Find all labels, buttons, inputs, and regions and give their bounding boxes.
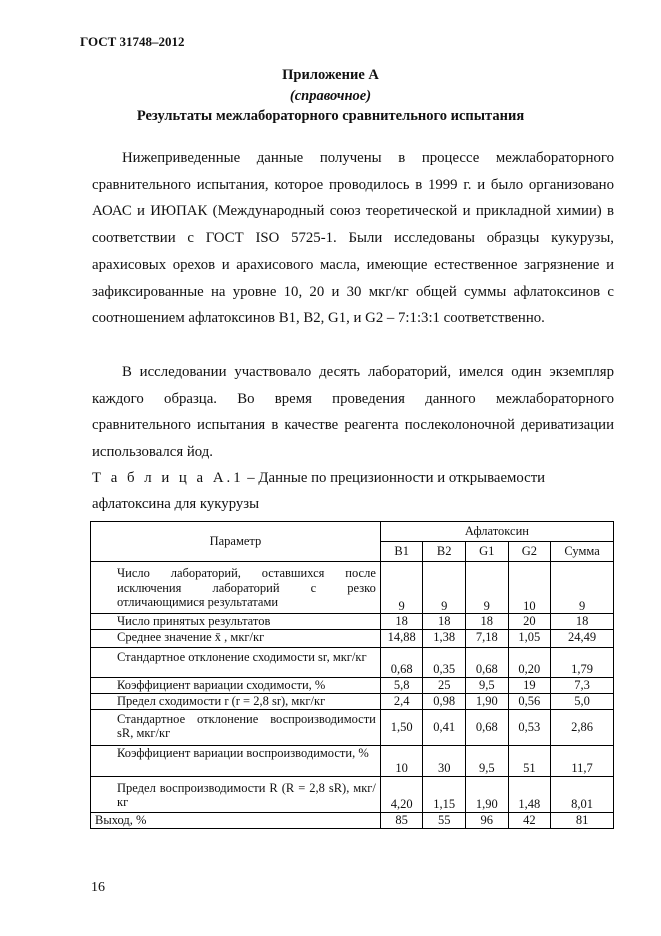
appendix-subtitle: (справочное) — [289, 88, 372, 104]
cell: 1,79 — [551, 647, 614, 677]
row-label: Стандартное отклонение воспроизводимости sR, мкг/кг — [91, 709, 381, 745]
row-label: Выход, % — [91, 812, 381, 828]
appendix-heading: Результаты межлабораторного сравнительного испытания — [136, 108, 525, 124]
cell: 18 — [423, 614, 466, 630]
table-row — [91, 812, 614, 828]
table-row — [91, 693, 614, 709]
cell: 0,68 — [380, 647, 423, 677]
precision-table — [90, 521, 614, 829]
row-label: Коэффициент вариации сходимости, % — [91, 677, 381, 693]
table-row — [91, 614, 614, 630]
row-label: Среднее значение x̄ , мкг/кг — [91, 629, 381, 647]
cell: 14,88 — [380, 629, 423, 647]
table-row — [91, 745, 614, 776]
cell: 42 — [508, 812, 551, 828]
cell: 1,90 — [466, 776, 509, 812]
cell: 30 — [423, 745, 466, 776]
table-group — [91, 562, 614, 648]
table-row — [91, 776, 614, 812]
paragraph-intro: Нижеприведенные данные получены в процессе межлабораторного сравнительного испытания, которое проводилось в 1999 г. и было организовано АОАС и ИЮПАК (Международный союз теоретической и прикладной химии) в соответствии с ГОСТ ISO 5725-1. Были исследованы образцы кукурузы, арахисовых орехов и арахисового масла, имеющие естественное загрязнение и зафиксированные на уровне 10, 20 и 30 мкг/кг общей суммы афлатоксинов с соотношением афлатоксинов B1, B2, G1, и G2 – 7:1:3:1 соответственно. — [92, 150, 614, 327]
table-group — [91, 709, 614, 812]
row-label: Предел сходимости r (r = 2,8 sr), мкг/кг — [91, 693, 381, 709]
cell: 1,05 — [508, 629, 551, 647]
cell: 0,53 — [508, 709, 551, 745]
header-col: G2 — [508, 542, 551, 562]
table-group — [91, 812, 614, 828]
table-row — [91, 629, 614, 647]
cell: 5,8 — [380, 677, 423, 693]
cell: 10 — [380, 745, 423, 776]
page-number: 16 — [91, 880, 105, 895]
cell: 11,7 — [551, 745, 614, 776]
row-label: Стандартное отклонение сходимости sr, мкг/кг — [91, 647, 381, 677]
cell: 85 — [380, 812, 423, 828]
cell: 19 — [508, 677, 551, 693]
header-col: Сумма — [551, 542, 614, 562]
cell: 5,0 — [551, 693, 614, 709]
table-row — [91, 677, 614, 693]
cell: 0,68 — [466, 709, 509, 745]
table-row — [91, 562, 614, 614]
cell: 24,49 — [551, 629, 614, 647]
cell: 1,48 — [508, 776, 551, 812]
cell: 9,5 — [466, 745, 509, 776]
table-row — [91, 647, 614, 677]
cell: 18 — [380, 614, 423, 630]
cell: 55 — [423, 812, 466, 828]
header-parameter: Параметр — [91, 522, 381, 562]
cell: 0,20 — [508, 647, 551, 677]
cell: 2,86 — [551, 709, 614, 745]
cell: 1,15 — [423, 776, 466, 812]
standard-number: ГОСТ 31748–2012 — [80, 34, 185, 49]
cell: 25 — [423, 677, 466, 693]
cell: 0,68 — [466, 647, 509, 677]
cell: 18 — [551, 614, 614, 630]
row-label: Коэффициент вариации воспроизводимости, % — [91, 745, 381, 776]
cell: 8,01 — [551, 776, 614, 812]
table-group — [91, 647, 614, 709]
table-row — [91, 709, 614, 745]
cell: 7,3 — [551, 677, 614, 693]
cell: 9 — [423, 562, 466, 614]
appendix-title: Приложение А — [282, 67, 379, 83]
header-col: B2 — [423, 542, 466, 562]
cell: 81 — [551, 812, 614, 828]
cell: 2,4 — [380, 693, 423, 709]
row-label: Предел воспроизводимости R (R = 2,8 sR), мкг/кг — [91, 776, 381, 812]
table-caption-text: – Данные по прецизионности и открываемости афлатоксина для кукурузы — [92, 470, 546, 512]
cell: 10 — [508, 562, 551, 614]
header-aflatoxin: Афлатоксин — [380, 522, 613, 542]
cell: 0,41 — [423, 709, 466, 745]
cell: 18 — [466, 614, 509, 630]
cell: 9 — [380, 562, 423, 614]
cell: 20 — [508, 614, 551, 630]
header-col: B1 — [380, 542, 423, 562]
header-col: G1 — [466, 542, 509, 562]
row-label: Число принятых результатов — [91, 614, 381, 630]
cell: 1,90 — [466, 693, 509, 709]
cell: 0,35 — [423, 647, 466, 677]
table-caption-label: Т а б л и ц а А.1 — [92, 470, 244, 486]
table-caption — [92, 465, 614, 517]
cell: 9 — [466, 562, 509, 614]
cell: 1,50 — [380, 709, 423, 745]
cell: 9,5 — [466, 677, 509, 693]
cell: 0,56 — [508, 693, 551, 709]
row-label: Число лабораторий, оставшихся после исключения лабораторий с резко отличающимися результатами — [91, 562, 381, 614]
paragraph-labs: В исследовании участвовало десять лабораторий, имелся один экземпляр каждого образца. Во время проведения данного межлабораторного сравнительного испытания в качестве реагента послеколоночной дериватизации использовался йод. — [92, 364, 614, 461]
cell: 1,38 — [423, 629, 466, 647]
cell: 9 — [551, 562, 614, 614]
cell: 0,98 — [423, 693, 466, 709]
cell: 4,20 — [380, 776, 423, 812]
cell: 7,18 — [466, 629, 509, 647]
cell: 96 — [466, 812, 509, 828]
cell: 51 — [508, 745, 551, 776]
